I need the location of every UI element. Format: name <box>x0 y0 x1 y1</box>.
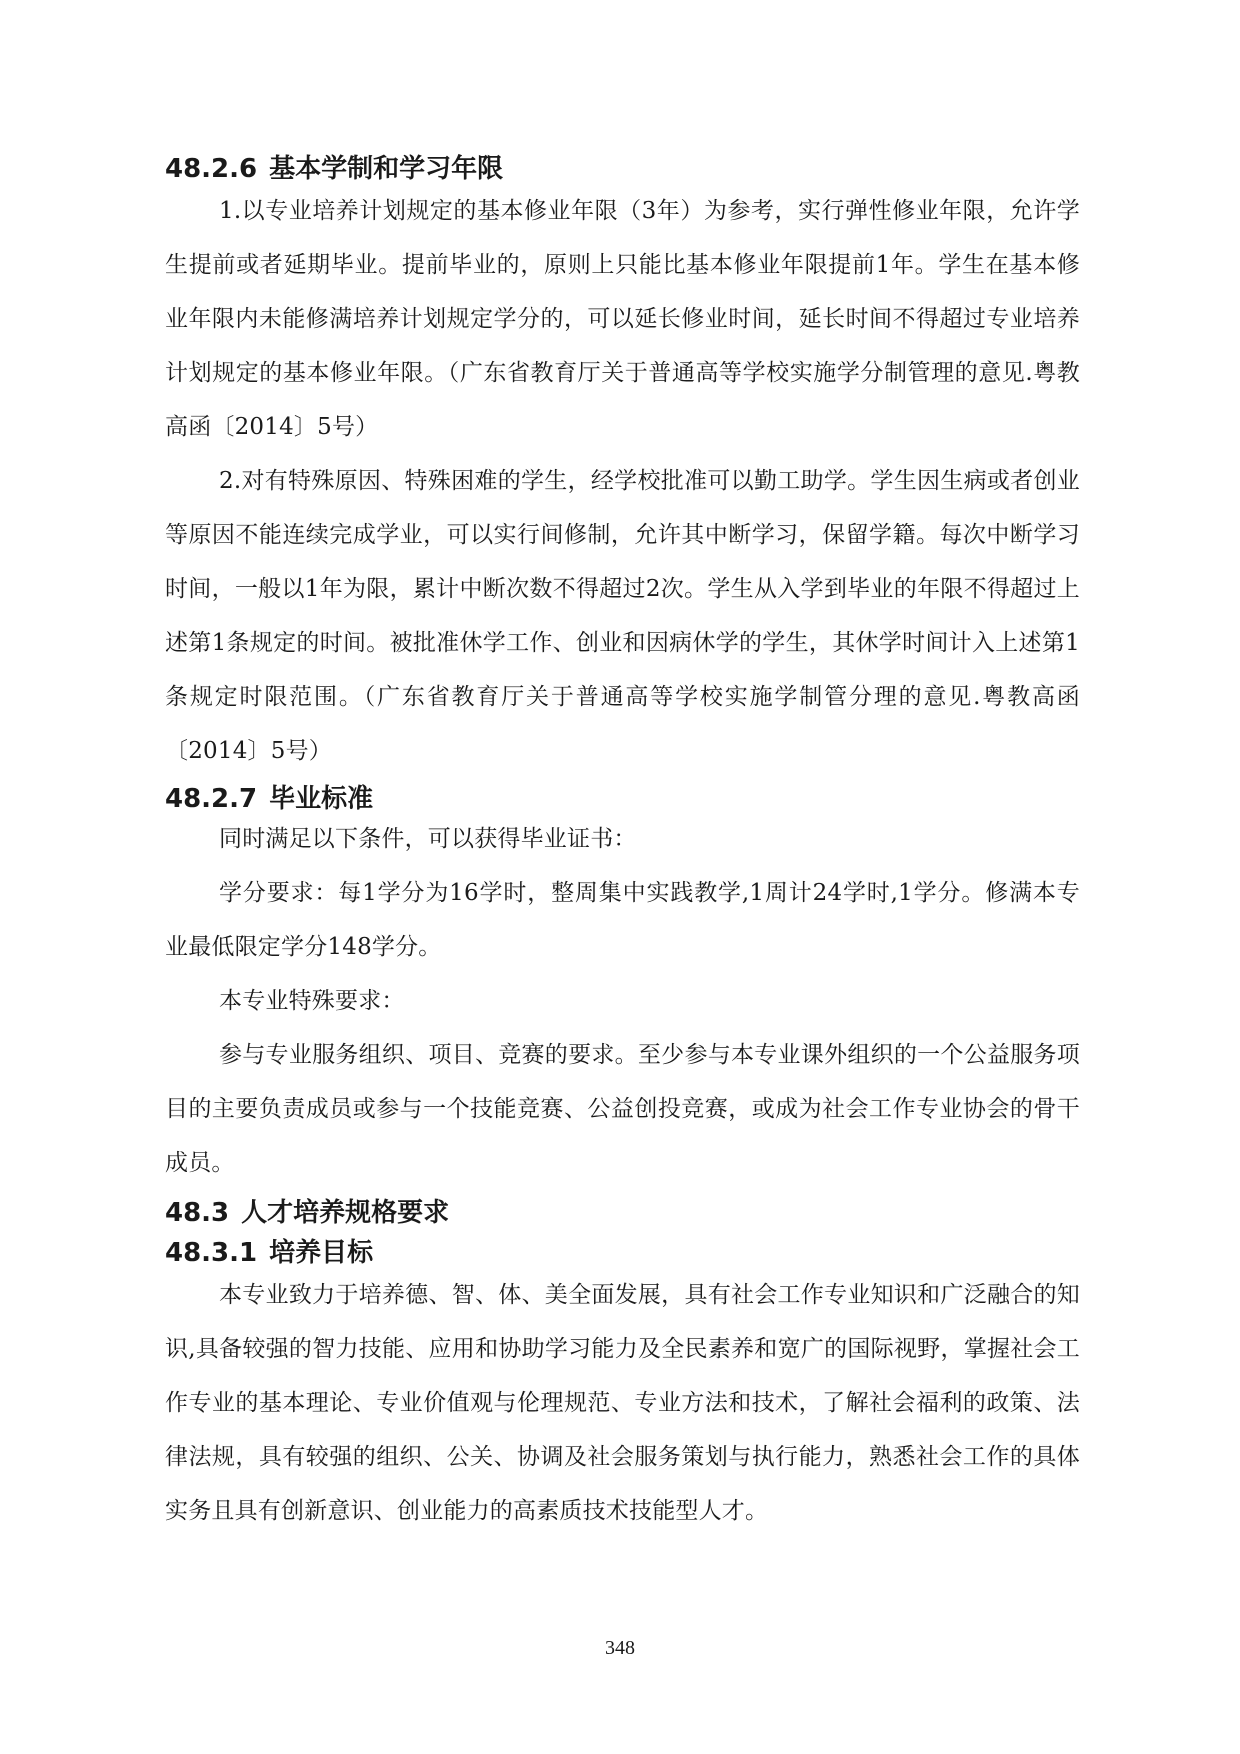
paragraph: 1.以专业培养计划规定的基本修业年限（3年）为参考，实行弹性修业年限，允许学生提前或者延期毕业。提前毕业的，原则上只能比基本修业年限提前1年。学生在基本修业年限内未能修满培养计划规定学分的，可以延长修业时间，延长时间不得超过专业培养计划规定的基本修业年限。（广东省教育厅关于普通高等学校实施学分制管理的意见.粤教高函〔2014〕5号） <box>165 198 1080 440</box>
paragraph: 本专业致力于培养德、智、体、美全面发展，具有社会工作专业知识和广泛融合的知识,具备较强的智力技能、应用和协助学习能力及全民素养和宽广的国际视野，掌握社会工作专业的基本理论、专业价值观与伦理规范、专业方法和技术，了解社会福利的政策、法律法规，具有较强的组织、公关、协调及社会服务策划与执行能力，熟悉社会工作的具体实务且具有创新意识、创业能力的高素质技术技能型人才。 <box>165 1282 1080 1524</box>
heading-number: 48.3.1 <box>165 1238 258 1268</box>
paragraph: 学分要求：每1学分为16学时，整周集中实践教学,1周计24学时,1学分。修满本专业最低限定学分148学分。 <box>165 880 1080 960</box>
heading-48-2-7 <box>165 782 373 816</box>
heading-title: 培养目标 <box>269 1238 374 1268</box>
heading-48-3-1 <box>165 1236 373 1270</box>
paragraph: 本专业特殊要求： <box>219 988 405 1014</box>
heading-48-2-6 <box>165 152 503 186</box>
heading-title: 毕业标准 <box>269 784 374 814</box>
paragraph: 同时满足以下条件，可以获得毕业证书： <box>219 826 637 852</box>
heading-number: 48.2.6 <box>165 154 258 184</box>
heading-title: 基本学制和学习年限 <box>269 154 504 184</box>
paragraph: 2.对有特殊原因、特殊困难的学生，经学校批准可以勤工助学。学生因生病或者创业等原因不能连续完成学业，可以实行间修制，允许其中断学习，保留学籍。每次中断学习时间，一般以1年为限，累计中断次数不得超过2次。学生从入学到毕业的年限不得超过上述第1条规定的时间。被批准休学工作、创业和因病休学的学生，其休学时间计入上述第1条规定时限范围。（广东省教育厅关于普通高等学校实施学制管分理的意见.粤教高函〔2014〕5号） <box>165 468 1080 764</box>
page-number: 348 <box>605 1637 635 1659</box>
heading-title: 人才培养规格要求 <box>241 1198 450 1228</box>
heading-number: 48.3 <box>165 1198 230 1228</box>
paragraph: 参与专业服务组织、项目、竞赛的要求。至少参与本专业课外组织的一个公益服务项目的主要负责成员或参与一个技能竞赛、公益创投竞赛，或成为社会工作专业协会的骨干成员。 <box>165 1042 1080 1176</box>
heading-48-3 <box>165 1196 449 1230</box>
heading-number: 48.2.7 <box>165 784 258 814</box>
